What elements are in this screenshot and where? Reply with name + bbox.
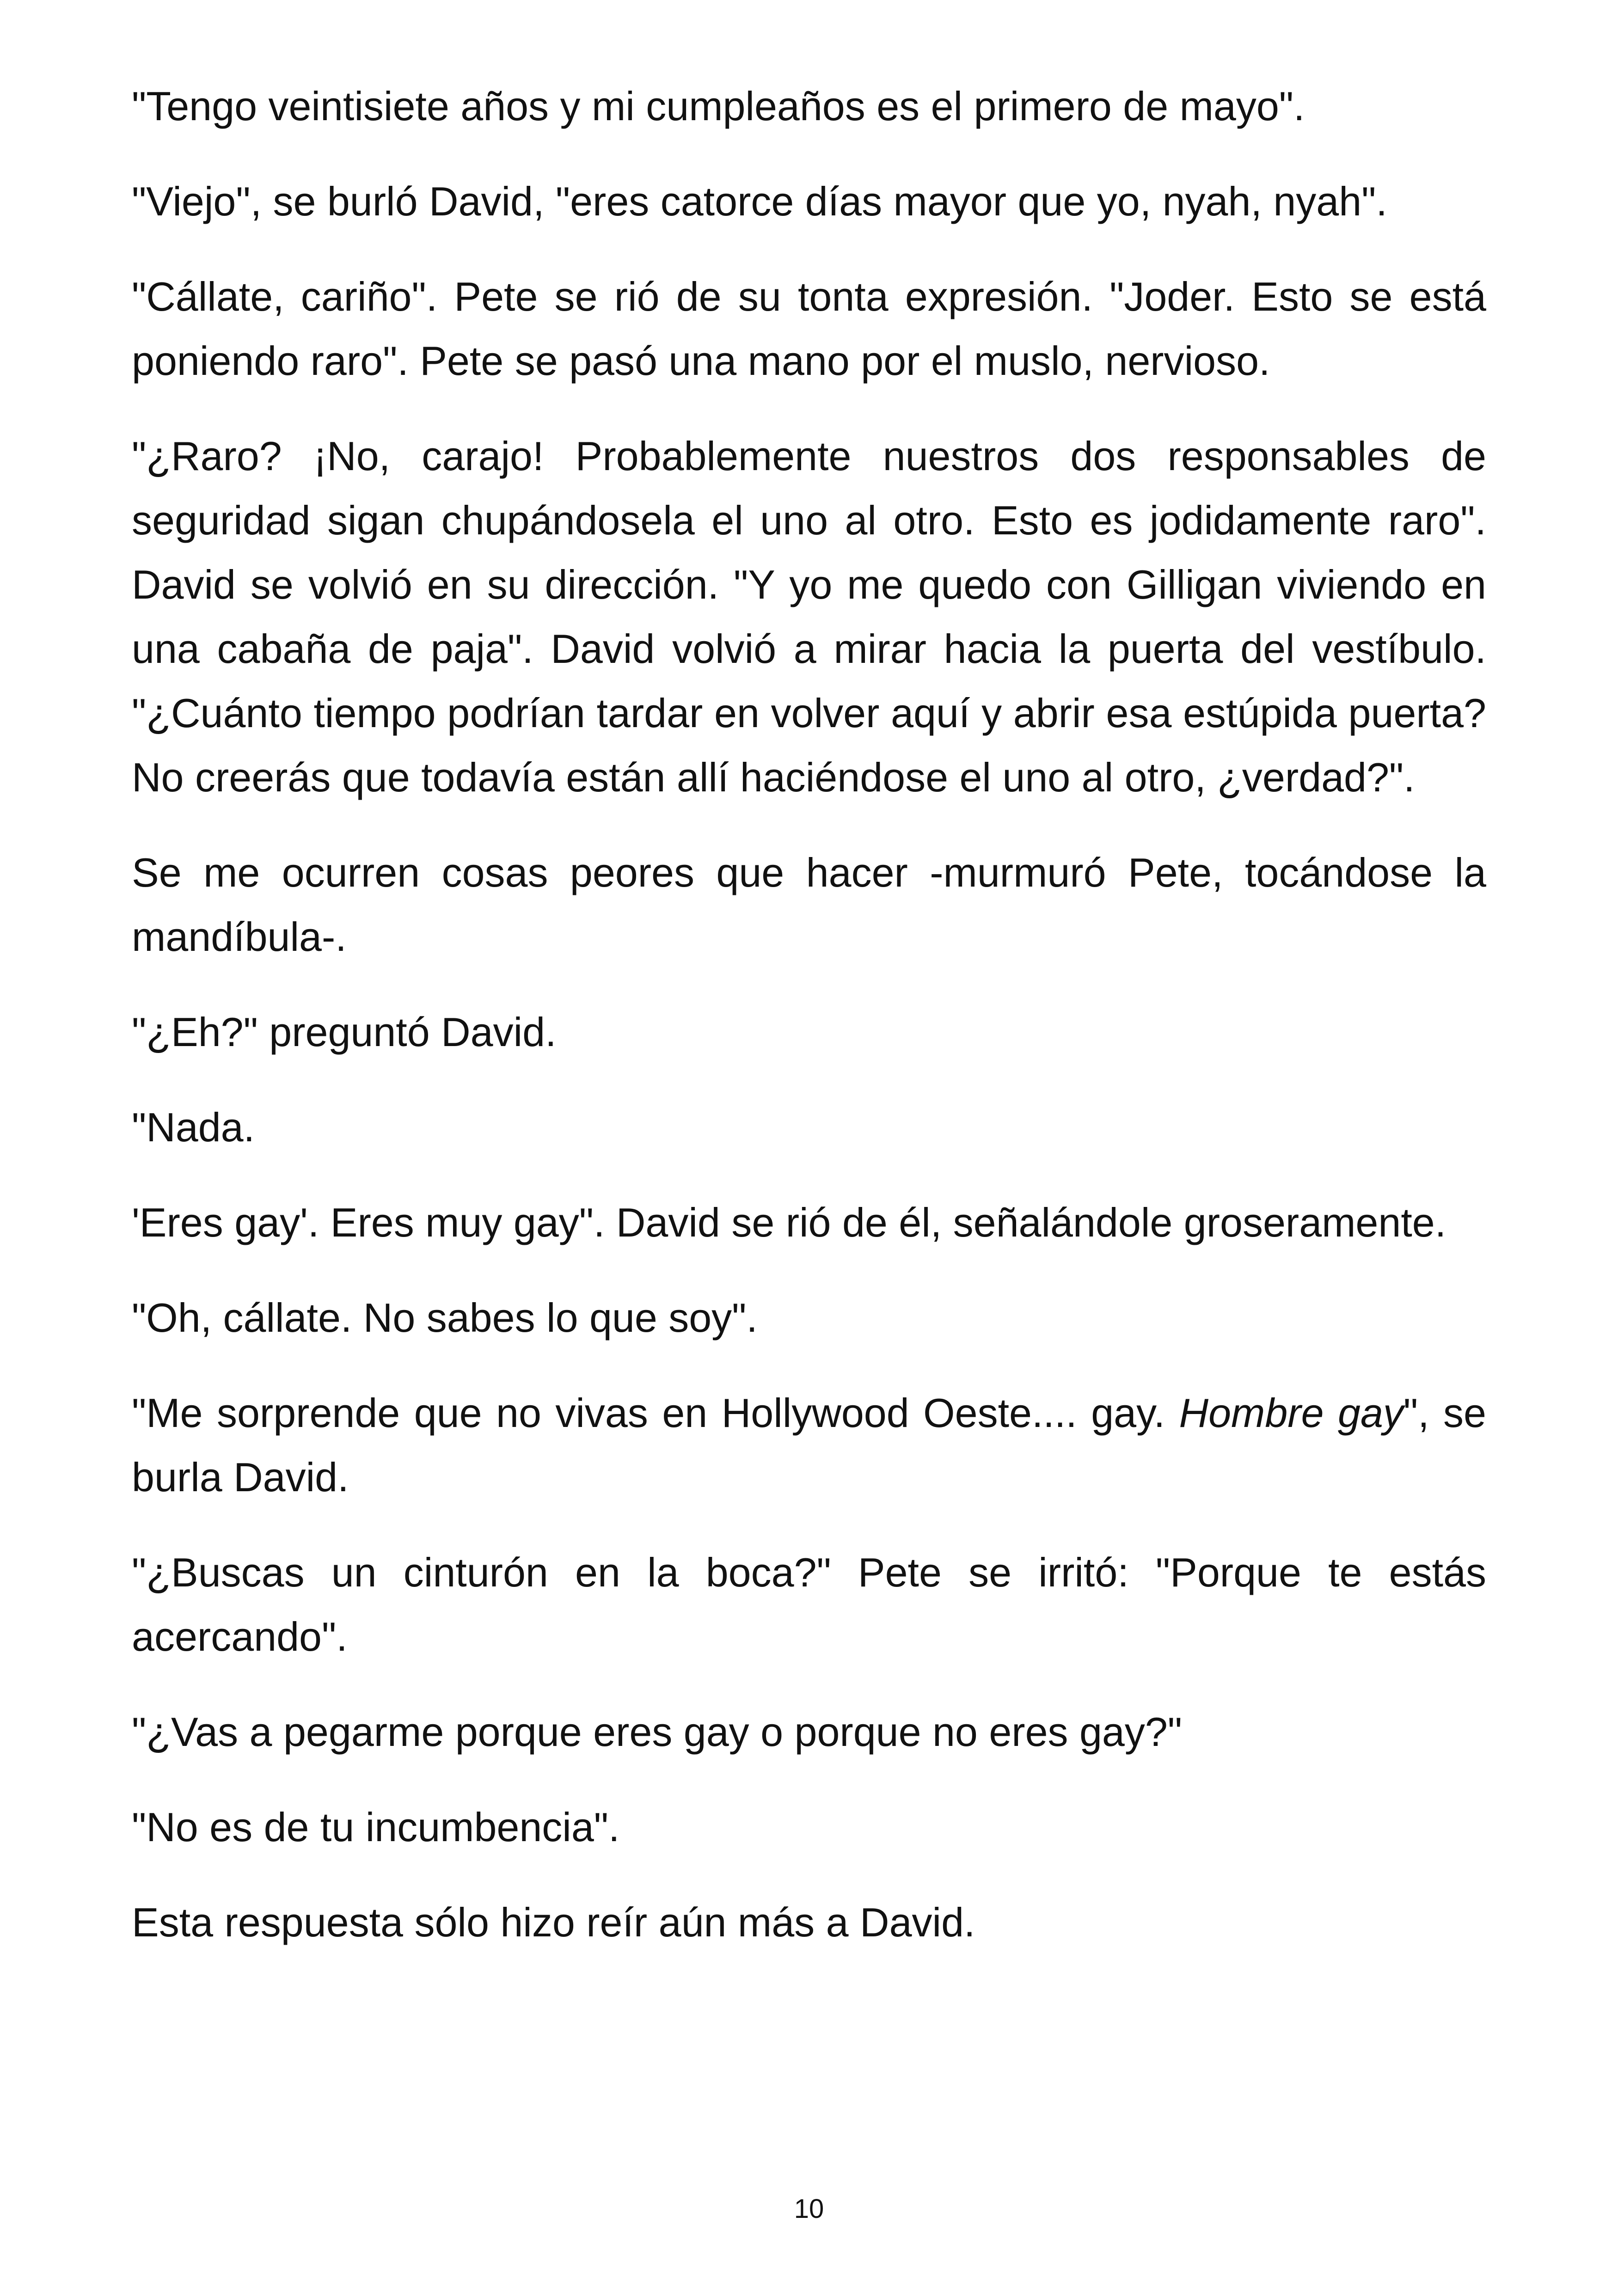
text-run: "Me sorprende que no vivas en Hollywood Oeste.... gay. — [132, 1390, 1179, 1436]
paragraph: "Tengo veintisiete años y mi cumpleaños es el primero de mayo". — [132, 83, 1305, 129]
paragraph: "¿Eh?" preguntó David. — [132, 1009, 557, 1055]
paragraph: 'Eres gay'. Eres muy gay". David se rió de él, señalándole groseramente. — [132, 1200, 1446, 1245]
paragraph: Esta respuesta sólo hizo reír aún más a David. — [132, 1899, 975, 1945]
paragraph: "¿Buscas un cinturón en la boca?" Pete se irritó: "Porque te estás acercando". — [132, 1549, 1486, 1659]
paragraph: "No es de tu incumbencia". — [132, 1804, 620, 1850]
paragraph: "Nada. — [132, 1104, 255, 1150]
paragraph: "¿Raro? ¡No, carajo! Probablemente nuestros dos responsables de seguridad sigan chupándosela el uno al otro. Esto es jodidamente raro". David se volvió en su dirección. "Y yo me quedo con Gilligan viviendo en una cabaña de paja". David volvió a mirar hacia la puerta del vestíbulo. "¿Cuánto tiempo podrían tardar en volver aquí y abrir esa estúpida puerta? No creerás que todavía están allí haciéndose el uno al otro, ¿verdad?". — [132, 433, 1486, 800]
body-text — [132, 74, 1486, 1985]
paragraph-hollywood — [132, 1381, 1486, 1509]
italic-text: Hombre gay — [1179, 1390, 1403, 1436]
page-number: 10 — [794, 2194, 824, 2224]
paragraph: "Oh, cállate. No sabes lo que soy". — [132, 1295, 758, 1341]
paragraph: "¿Vas a pegarme porque eres gay o porque no eres gay?" — [132, 1709, 1183, 1755]
paragraph: "Cállate, cariño". Pete se rió de su tonta expresión. "Joder. Esto se está poniendo raro". Pete se pasó una mano por el muslo, nervioso. — [132, 274, 1486, 384]
paragraph: "Viejo", se burló David, "eres catorce días mayor que yo, nyah, nyah". — [132, 178, 1387, 224]
text-run: ", se burla David. — [132, 1390, 1487, 1500]
paragraph: Se me ocurren cosas peores que hacer -murmuró Pete, tocándose la mandíbula-. — [132, 850, 1486, 960]
